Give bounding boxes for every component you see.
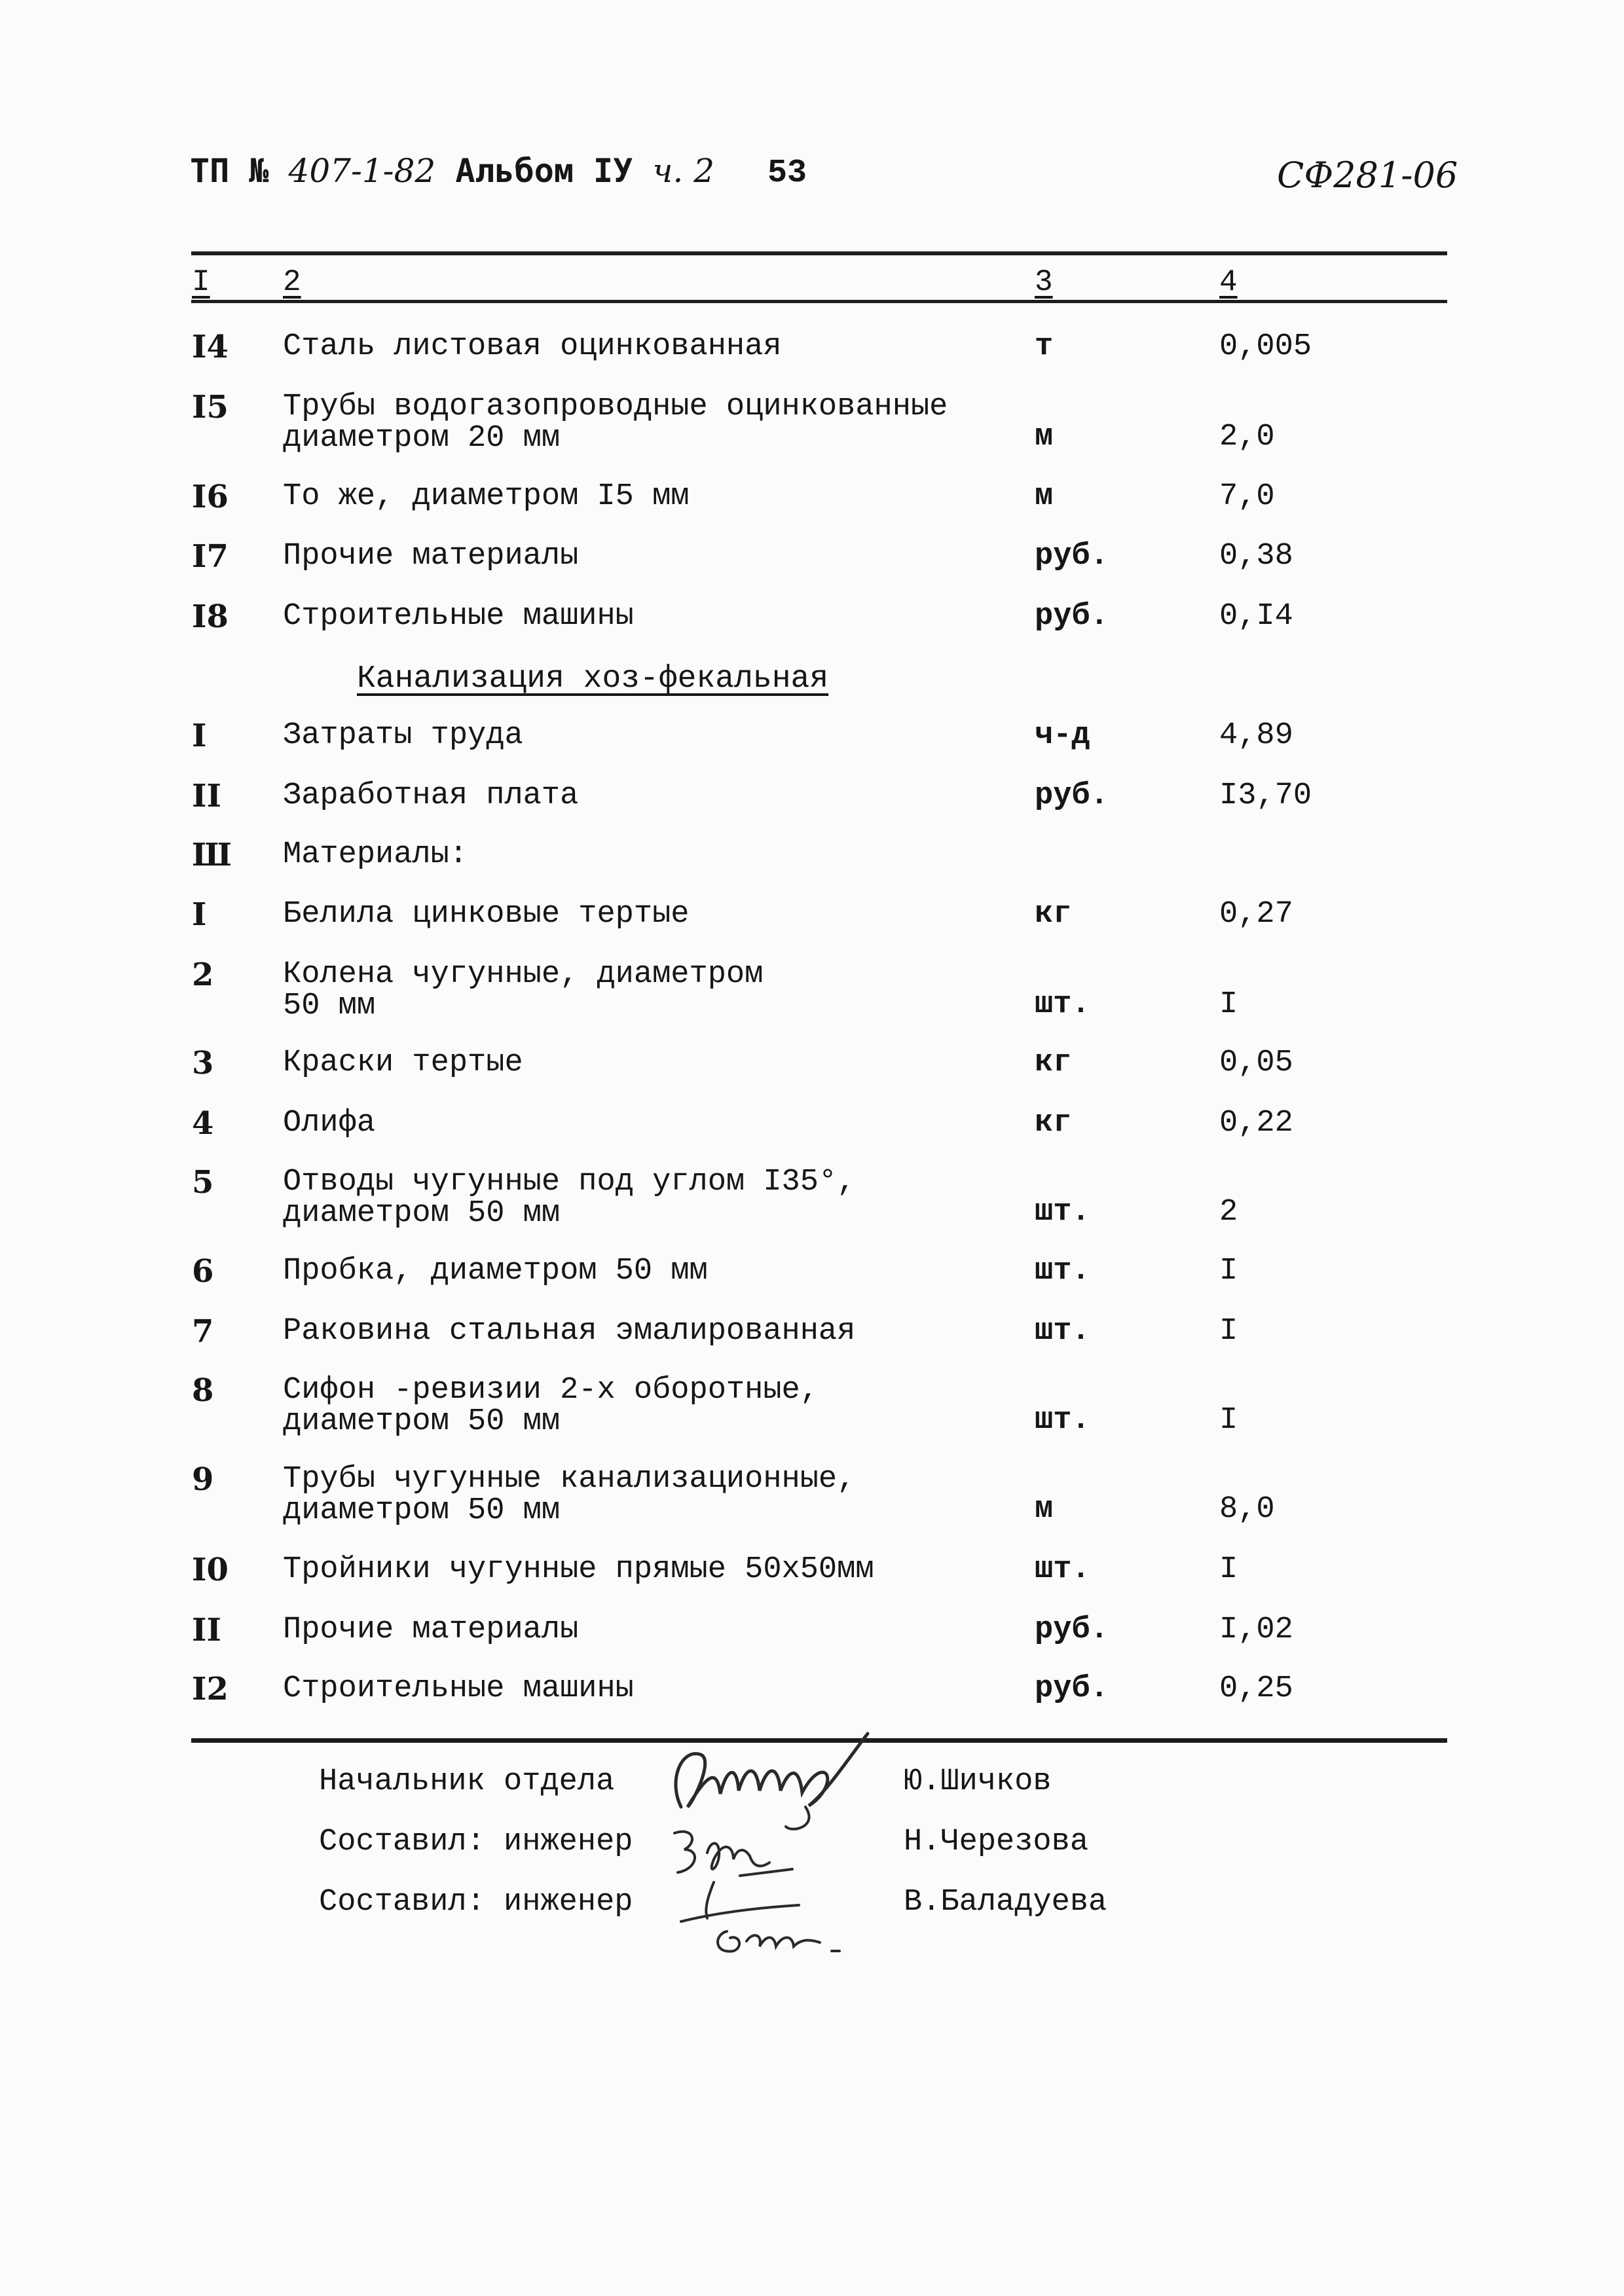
- row-number: 2: [192, 957, 214, 993]
- row-number: 7: [192, 1313, 214, 1350]
- row-unit: руб.: [1035, 778, 1109, 813]
- row-unit: шт.: [1035, 1195, 1090, 1230]
- row-value: 0,25: [1219, 1671, 1293, 1706]
- row-value: 0,22: [1219, 1106, 1293, 1140]
- row-name: Олифа: [283, 1106, 376, 1140]
- row-unit: м: [1035, 479, 1054, 514]
- row-name: Материалы:: [283, 837, 468, 872]
- row-number: I8: [192, 598, 229, 635]
- row-unit: кг: [1035, 1106, 1072, 1140]
- row-name: Сталь листовая оцинкованная: [283, 329, 782, 364]
- signature-name: Н.Черезова: [904, 1825, 1089, 1859]
- handwritten-signature: [655, 1728, 891, 1833]
- row-value: 0,27: [1219, 897, 1293, 932]
- row-number: I4: [192, 329, 229, 365]
- row-unit: т: [1035, 329, 1054, 364]
- row-name: Отводы чугунные под углом I35°, диаметром 50 мм: [283, 1165, 856, 1231]
- row-unit: руб.: [1035, 1613, 1109, 1647]
- row-value: I: [1219, 1314, 1238, 1349]
- code-number: 407-1-82: [288, 152, 436, 190]
- signature-name: В.Баладуева: [904, 1885, 1107, 1920]
- row-value: 0,I4: [1219, 599, 1293, 634]
- row-number: II: [192, 1612, 221, 1649]
- row-name: Колена чугунные, диаметром 50 мм: [283, 957, 764, 1023]
- row-value: 7,0: [1219, 479, 1275, 514]
- row-name: Трубы водогазопроводные оцинкованные диаметром 20 мм: [283, 390, 948, 456]
- column-header-2: 2: [283, 265, 301, 299]
- row-unit: руб.: [1035, 1671, 1109, 1706]
- row-number: I5: [192, 389, 229, 426]
- row-unit: кг: [1035, 897, 1072, 932]
- row-number: 8: [192, 1372, 214, 1409]
- row-number: I6: [192, 479, 229, 515]
- row-value: 8,0: [1219, 1492, 1275, 1527]
- column-header-3: 3: [1035, 265, 1053, 299]
- row-number: 4: [192, 1105, 214, 1142]
- sheet-code: СФ281-06: [1277, 155, 1458, 196]
- signature-title: Составил: инженер: [319, 1885, 633, 1920]
- handwritten-signature: [668, 1869, 904, 1961]
- row-value: 2,0: [1219, 420, 1275, 454]
- column-header-4: 4: [1219, 265, 1238, 299]
- row-name: То же, диаметром I5 мм: [283, 479, 690, 514]
- row-name: Прочие материалы: [283, 539, 579, 574]
- row-unit: руб.: [1035, 599, 1109, 634]
- row-number: I7: [192, 538, 229, 575]
- row-number: 9: [192, 1461, 214, 1498]
- row-number: I0: [192, 1552, 229, 1588]
- row-unit: м: [1035, 420, 1054, 454]
- album-part: ч. 2: [652, 152, 715, 190]
- row-number: I: [192, 718, 207, 754]
- row-name: Заработная плата: [283, 778, 579, 813]
- row-number: 5: [192, 1164, 214, 1201]
- row-name: Строительные машины: [283, 599, 634, 634]
- row-value: I: [1219, 1552, 1238, 1587]
- row-value: I: [1219, 1254, 1238, 1288]
- row-unit: шт.: [1035, 1552, 1090, 1587]
- row-value: 4,89: [1219, 718, 1293, 753]
- row-number: I2: [192, 1671, 229, 1707]
- row-number: Ш: [192, 837, 232, 873]
- row-unit: шт.: [1035, 1403, 1090, 1438]
- row-name: Тройники чугунные прямые 50х50мм: [283, 1552, 874, 1587]
- row-number: 6: [192, 1253, 214, 1290]
- row-name: Строительные машины: [283, 1671, 634, 1706]
- row-name: Прочие материалы: [283, 1613, 579, 1647]
- row-name: Затраты труда: [283, 718, 523, 753]
- row-value: 0,005: [1219, 329, 1312, 364]
- album-label: Альбом IУ: [455, 152, 633, 190]
- row-name: Сифон -ревизии 2-х оборотные, диаметром 50 мм: [283, 1373, 819, 1439]
- signature-title: Составил: инженер: [319, 1825, 633, 1859]
- row-number: I: [192, 896, 207, 933]
- row-number: 3: [192, 1045, 214, 1082]
- row-number: II: [192, 778, 221, 814]
- row-value: I: [1219, 1403, 1238, 1438]
- signature-title: Начальник отдела: [319, 1764, 615, 1799]
- row-value: I3,70: [1219, 778, 1312, 813]
- column-header-1: I: [192, 265, 210, 299]
- section-title: Канализация хоз-фекальная: [357, 661, 829, 697]
- row-unit: кг: [1035, 1046, 1072, 1080]
- row-value: 0,38: [1219, 539, 1293, 574]
- row-name: Трубы чугунные канализационные, диаметром 50 мм: [283, 1462, 856, 1528]
- row-name: Пробка, диаметром 50 мм: [283, 1254, 708, 1288]
- row-unit: шт.: [1035, 987, 1090, 1022]
- row-value: 0,05: [1219, 1046, 1293, 1080]
- row-unit: м: [1035, 1492, 1054, 1527]
- signature-name: Ю.Шичков: [904, 1764, 1052, 1799]
- code-prefix: ТП №: [190, 152, 269, 190]
- page-number: 53: [767, 155, 807, 192]
- row-unit: руб.: [1035, 539, 1109, 574]
- row-unit: шт.: [1035, 1254, 1090, 1288]
- row-value: I: [1219, 987, 1238, 1022]
- row-value: I,02: [1219, 1613, 1293, 1647]
- row-unit: шт.: [1035, 1314, 1090, 1349]
- row-name: Белила цинковые тертые: [283, 897, 690, 932]
- row-name: Раковина стальная эмалированная: [283, 1314, 856, 1349]
- row-value: 2: [1219, 1195, 1238, 1230]
- row-name: Краски тертые: [283, 1046, 523, 1080]
- row-unit: ч-д: [1035, 718, 1090, 753]
